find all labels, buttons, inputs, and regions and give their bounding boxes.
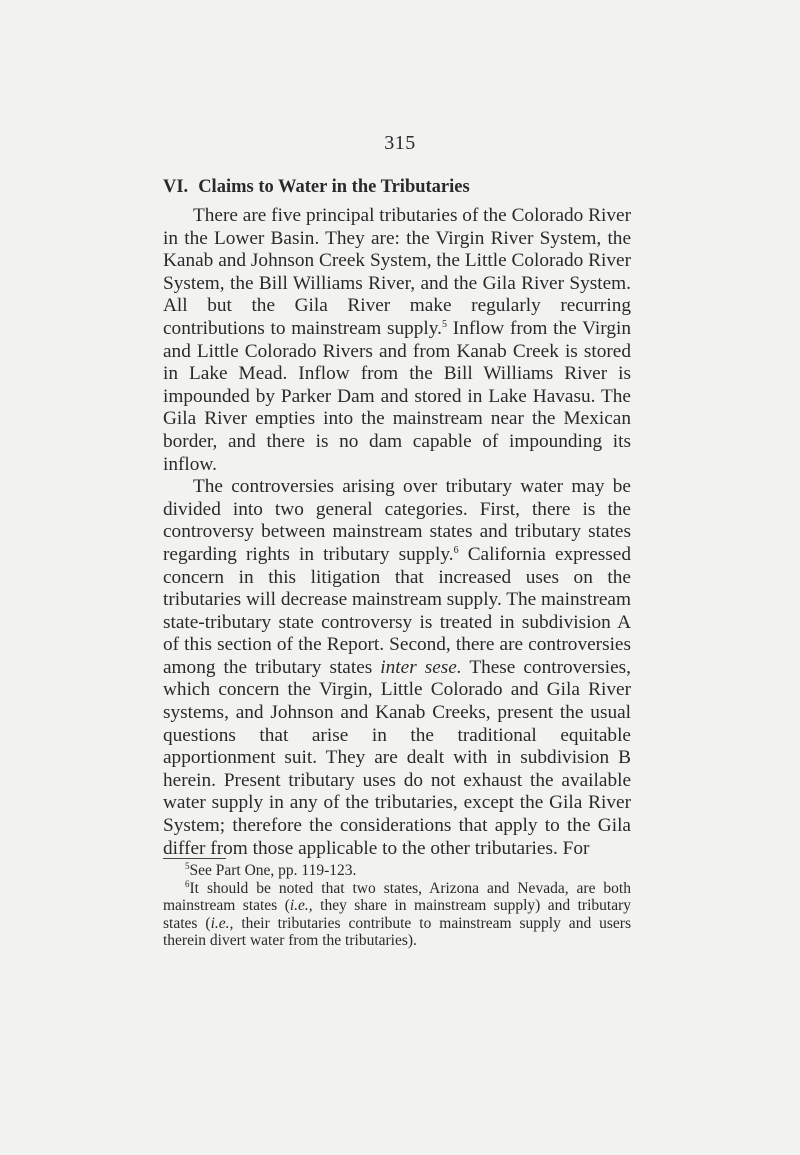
page-number: 315 <box>384 132 416 154</box>
text-segment: California expressed concern in this litigation that increased uses on the tributaries will decrease mainstream supply. The mainstream state-tributary state controversy is treated in subdivision A of this section of the Report. Second, there are controversies among the tributary states <box>163 543 631 678</box>
text-segment: Inflow from the Virgin and Little Colorado Rivers and from Kanab Creek is stored in Lake Mead. Inflow from the Bill Williams River is impounded by Parker Dam and stored in Lake Havasu. The Gila River empties into the mainstream near the Mexican border, and there is no dam capable of impounding its inflow. <box>163 317 631 475</box>
text-segment: There are five principal tributaries of the Colorado River in the Lower Basin. They are: the Virgin River System, the Kanab and Johnson Creek System, the Little Colorado River System, the Bill Williams River, and the Gila River System. All but the Gila River make regularly recurring contributions to mainstream supply. <box>163 205 631 339</box>
footnotes <box>163 862 631 950</box>
section-number: VI. <box>163 177 189 197</box>
footnote-6 <box>163 880 631 950</box>
footnote-marker: 5 <box>185 861 190 871</box>
footnote-text: their tributaries contribute to mainstream supply and users therein divert water from the tributaries). <box>163 914 631 949</box>
italic-abbrev: i.e., <box>210 914 234 932</box>
footnote-marker: 6 <box>185 878 190 889</box>
section-heading <box>163 177 470 198</box>
footnote-5 <box>163 862 631 880</box>
paragraph-1 <box>163 205 631 476</box>
paragraph-2 <box>163 476 631 860</box>
footnote-ref-5: 5 <box>442 318 447 330</box>
italic-phrase: inter sese. <box>380 656 462 678</box>
footnote-text: See Part One, pp. 119-123. <box>189 862 357 879</box>
footnote-divider <box>163 858 226 859</box>
section-title: Claims to Water in the Tributaries <box>198 177 470 197</box>
italic-abbrev: i.e., <box>289 897 313 914</box>
body-text <box>163 205 631 860</box>
text-segment: The controversies arising over tributary water may be divided into two general categories. First, there is the controversy between mainstream states and tributary states regarding rights in tributary supply. <box>163 476 631 565</box>
footnote-ref-6: 6 <box>453 544 459 556</box>
footnote-text: they share in mainstream supply) and tributary states ( <box>163 897 631 932</box>
text-segment: These controversies, which concern the Virgin, Little Colorado and Gila River systems, and Johnson and Kanab Creeks, present the usual questions that arise in the traditional equitable apportionment suit. They are dealt with in subdivision B herein. Present tributary uses do not exhaust the available water supply in any of the tributaries, except the Gila River System; therefore the considerations that apply to the Gila differ from those applicable to the other tributaries. For <box>163 656 631 859</box>
footnote-text: It should be noted that two states, Arizona and Nevada, are both mainstream states ( <box>163 879 631 914</box>
